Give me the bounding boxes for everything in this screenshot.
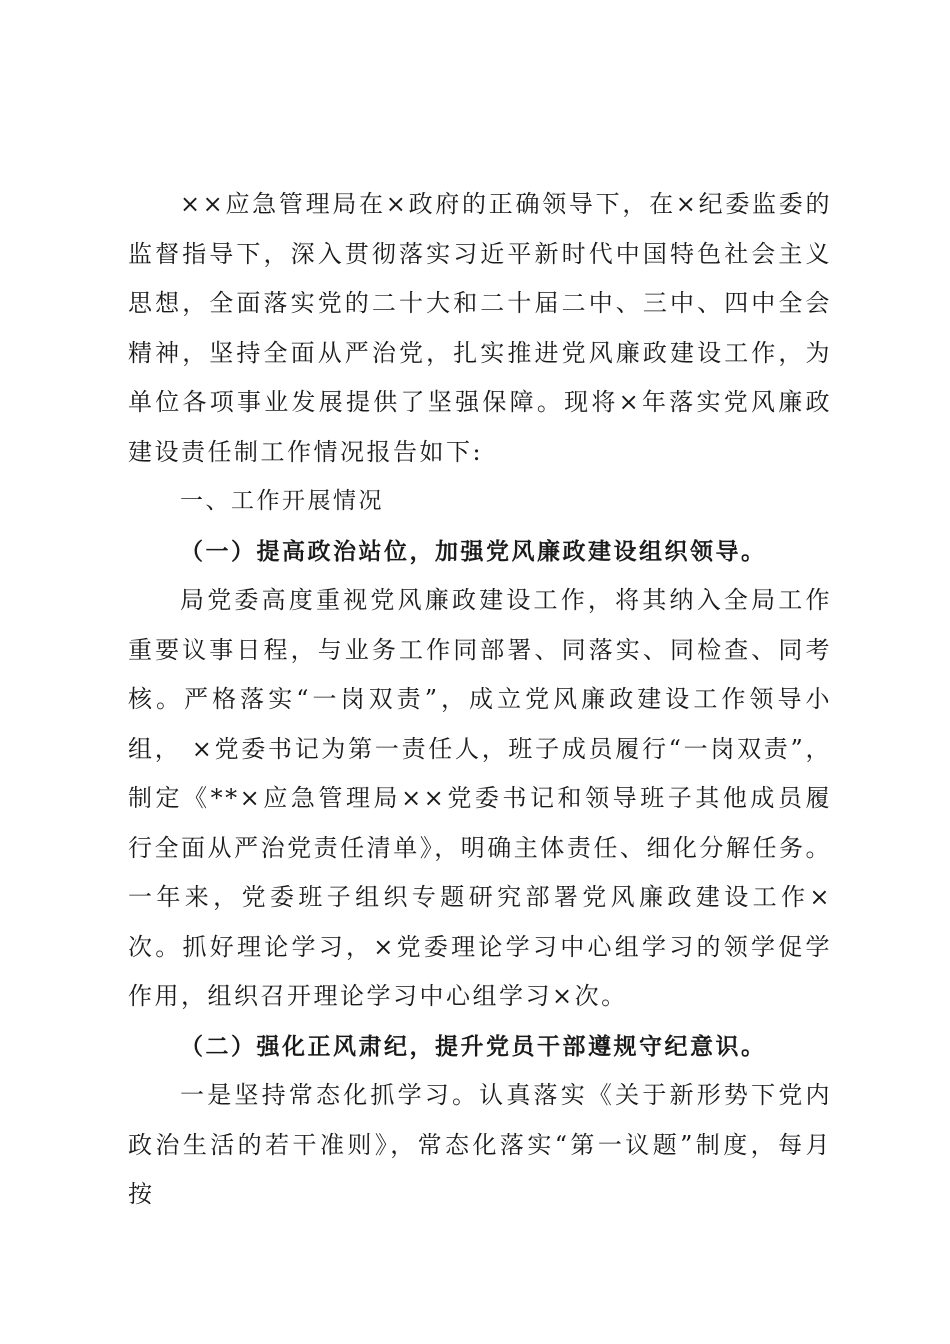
subsection-title-political-stance: （一）提高政治站位，加强党风廉政建设组织领导。 [180,537,767,565]
subsection-body-political-stance: 局党委高度重视党风廉政建设工作，将其纳入全局工作重要议事日程，与业务工作同部署、同落实、同检查、同考核。严格落实“一岗双责”，成立党风廉政建设工作领导小组， ×党委书记为第一责任人，班子成员履行“一岗双责”，制定《**×应急管理局××党委书记和领导班子其他成员履行全面从严治党责任清单》，明确主体责任、细化分解任务。一年来，党委班子组织专题研究部署党风廉政建设工作×次。抓好理论学习，×党委理论学习中心组学习的领学促学作用，组织召开理论学习中心组学习×次。 [128,586,832,1010]
section-title-work-status: 一、工作开展情况 [180,488,384,514]
document-body [128,180,832,1220]
subsection-title-discipline: （二）强化正风肃纪，提升党员干部遵规守纪意识。 [180,1032,767,1060]
subsection-body-discipline: 一是坚持常态化抓学习。认真落实《关于新形势下党内政治生活的若干准则》，常态化落实“第一议题”制度，每月按 [128,1081,832,1208]
intro-paragraph: ××应急管理局在×政府的正确领导下，在×纪委监委的监督指导下，深入贯彻落实习近平新时代中国特色社会主义思想，全面落实党的二十大和二十届二中、三中、四中全会精神，坚持全面从严治党，扎实推进党风廉政建设工作，为单位各项事业发展提供了坚强保障。现将×年落实党风廉政建设责任制工作情况报告如下: [128,190,832,466]
